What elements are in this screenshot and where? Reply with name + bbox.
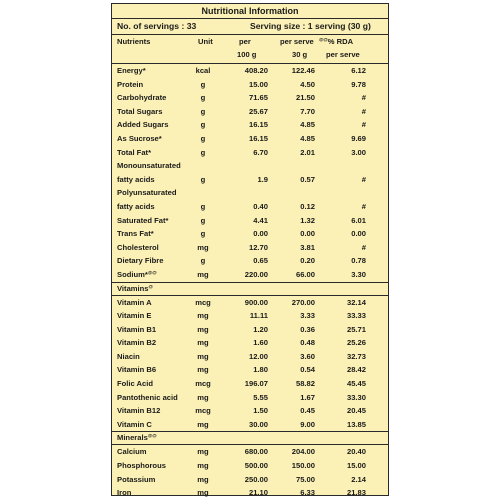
nutrient-row	[112, 105, 388, 119]
nutrient-unit: mcg	[195, 406, 211, 416]
value-per-100g: 250.00	[244, 474, 268, 484]
nutrient-name: Vitamin A	[117, 297, 152, 307]
rda-label: % RDA	[327, 37, 354, 46]
nutrient-row	[112, 214, 388, 228]
nutrient-unit: mg	[197, 242, 209, 252]
nutrient-row	[112, 64, 388, 78]
rda-per-serve: 13.85	[346, 419, 366, 429]
nutrient-unit: g	[200, 256, 206, 266]
nutrient-row	[112, 445, 388, 459]
value-per-100g: 1.60	[253, 338, 268, 348]
nutrient-row	[112, 309, 388, 323]
header-rda-line2: per serve	[326, 50, 360, 59]
rda-per-serve: 25.26	[346, 338, 366, 348]
value-per-serve: 21.50	[295, 93, 315, 103]
rda-per-serve: 9.78	[351, 79, 366, 89]
value-per-100g: 1.9	[257, 174, 268, 184]
nutrient-name: Trans Fat*	[117, 229, 154, 239]
rda-per-serve: 20.45	[346, 406, 366, 416]
value-per-100g: 900.00	[244, 297, 268, 307]
rda-per-serve: 9.69	[351, 133, 366, 143]
rda-per-serve: 21.83	[346, 488, 366, 498]
nutrient-name: fatty acids	[117, 174, 155, 184]
nutrient-row	[112, 78, 388, 92]
nutrient-name: Pantothenic acid	[117, 392, 178, 402]
nutrient-name: Energy*	[117, 66, 146, 75]
value-per-serve: 122.46	[291, 66, 315, 75]
nutrient-unit: g	[200, 120, 206, 130]
rda-per-serve: 45.45	[346, 379, 366, 389]
nutrient-row	[112, 173, 388, 187]
value-per-serve: 9.00	[300, 419, 315, 429]
value-per-100g: 0.65	[253, 256, 268, 266]
nutrient-row	[112, 118, 388, 132]
rda-per-serve: 32.73	[346, 351, 366, 361]
nutrient-name: Monounsaturated	[117, 161, 181, 171]
value-per-serve: 150.00	[291, 461, 315, 471]
value-per-serve: 0.45	[300, 406, 315, 416]
vitamins-title: Vitamins	[117, 283, 149, 293]
header-per100-line2: 100 g	[237, 50, 257, 59]
value-per-serve: 3.81	[300, 242, 315, 252]
nutrient-row	[112, 91, 388, 105]
nutrient-name: Total Sugars	[117, 106, 163, 116]
value-per-serve: 66.00	[295, 269, 315, 279]
nutrient-name: As Sucrose*	[117, 133, 162, 143]
value-per-100g: 16.15	[248, 120, 268, 130]
header-nutrients: Nutrients	[117, 37, 151, 46]
minerals-title: Minerals	[117, 433, 148, 443]
value-per-serve: 58.82	[295, 379, 315, 389]
nutrient-row	[112, 377, 388, 391]
nutrient-row	[112, 486, 388, 500]
nutrient-name: Vitamin C	[117, 419, 152, 429]
nutrient-name: Calcium	[117, 447, 147, 457]
value-per-100g: 30.00	[248, 419, 268, 429]
nutrient-name: Vitamin B6	[117, 365, 157, 375]
rda-per-serve: 2.14	[351, 474, 366, 484]
minerals-header	[112, 431, 388, 445]
value-per-100g: 1.80	[253, 365, 268, 375]
nutrient-row	[112, 159, 388, 173]
nutrient-row	[112, 459, 388, 473]
value-per-serve: 4.85	[300, 133, 315, 143]
nutrient-unit: mg	[197, 269, 209, 279]
value-per-serve: 1.32	[300, 215, 315, 225]
column-header	[112, 35, 388, 64]
value-per-100g: 1.50	[253, 406, 268, 416]
nutrient-unit: g	[200, 215, 206, 225]
vitamins-section	[112, 296, 388, 432]
rda-per-serve: 3.00	[351, 147, 366, 157]
nutrient-name: Polyunsaturated	[117, 188, 177, 198]
value-per-100g: 6.70	[253, 147, 268, 157]
value-per-serve: 1.67	[300, 392, 315, 402]
value-per-serve: 0.54	[300, 365, 315, 375]
rda-per-serve: #	[361, 242, 366, 252]
nutrient-unit: mcg	[195, 297, 211, 307]
value-per-serve: 0.36	[300, 324, 315, 334]
value-per-serve: 0.12	[300, 201, 315, 211]
rda-per-serve: 20.40	[346, 447, 366, 457]
nutrient-name: Dietary Fibre	[117, 256, 164, 266]
nutrient-row	[112, 363, 388, 377]
nutrient-row	[112, 186, 388, 200]
value-per-100g: 4.41	[253, 215, 268, 225]
value-per-100g: 1.20	[253, 324, 268, 334]
nutrient-row	[112, 132, 388, 146]
nutrient-unit: mg	[197, 474, 209, 484]
nutrient-unit: mg	[197, 311, 209, 321]
nutrient-unit: mcg	[195, 379, 211, 389]
rda-per-serve: 33.33	[346, 311, 366, 321]
value-per-serve: 3.33	[300, 311, 315, 321]
value-per-serve: 7.70	[300, 106, 315, 116]
value-per-100g: 408.20	[244, 66, 268, 75]
servings-count: No. of servings : 33	[117, 21, 197, 31]
value-per-100g: 196.07	[244, 379, 268, 389]
nutrient-name: Niacin	[117, 351, 140, 361]
label-title: Nutritional Information	[112, 4, 388, 19]
nutrient-unit: mg	[197, 351, 209, 361]
rda-per-serve: #	[361, 174, 366, 184]
nutrient-unit: mg	[197, 324, 209, 334]
nutrient-name: Vitamin B12	[117, 406, 161, 416]
nutrient-name: Protein	[117, 79, 144, 89]
rda-per-serve: 33.30	[346, 392, 366, 402]
rda-per-serve: #	[361, 201, 366, 211]
nutrient-row	[112, 200, 388, 214]
nutrient-unit: g	[200, 201, 206, 211]
rda-per-serve: 25.71	[346, 324, 366, 334]
value-per-100g: 5.55	[253, 392, 268, 402]
value-per-serve: 0.00	[300, 229, 315, 239]
vitamins-header	[112, 282, 388, 296]
rda-per-serve: 0.00	[351, 229, 366, 239]
value-per-100g: 16.15	[248, 133, 268, 143]
header-rda-line1	[319, 37, 353, 46]
nutrient-row	[112, 336, 388, 350]
vitamins-superscript: @	[148, 283, 153, 289]
nutrient-name: Vitamin B1	[117, 324, 157, 334]
nutrient-name: Sodium*@@	[117, 269, 157, 279]
value-per-100g: 12.00	[248, 351, 268, 361]
rda-superscript: @@	[319, 37, 328, 42]
value-per-serve: 0.48	[300, 338, 315, 348]
value-per-100g: 0.40	[253, 201, 268, 211]
nutrients-section	[112, 64, 388, 282]
value-per-serve: 204.00	[291, 447, 315, 457]
rda-per-serve: 6.12	[351, 66, 366, 75]
rda-per-serve: #	[361, 93, 366, 103]
nutrient-superscript: @@	[147, 269, 157, 275]
nutrient-unit: g	[200, 106, 206, 116]
minerals-section	[112, 445, 388, 499]
nutrient-unit: g	[200, 174, 206, 184]
nutrient-name: Carbohydrate	[117, 93, 167, 103]
value-per-serve: 4.50	[300, 79, 315, 89]
nutrient-unit: mg	[197, 447, 209, 457]
nutrition-label	[111, 3, 389, 496]
rda-per-serve: #	[361, 106, 366, 116]
nutrient-name: Iron	[117, 488, 132, 498]
value-per-100g: 0.00	[253, 229, 268, 239]
header-unit: Unit	[198, 37, 213, 46]
nutrient-row	[112, 227, 388, 241]
nutrient-row	[112, 404, 388, 418]
nutrient-name: Saturated Fat*	[117, 215, 169, 225]
nutrient-row	[112, 296, 388, 310]
minerals-superscript: @@	[147, 433, 157, 439]
nutrient-unit: kcal	[195, 66, 211, 75]
nutrient-unit: g	[200, 147, 206, 157]
value-per-serve: 3.60	[300, 351, 315, 361]
nutrient-name: Vitamin E	[117, 311, 152, 321]
nutrient-row	[112, 254, 388, 268]
nutrient-unit: mg	[197, 365, 209, 375]
rda-per-serve: 15.00	[346, 461, 366, 471]
value-per-100g: 21.10	[248, 488, 268, 498]
nutrient-name: Added Sugars	[117, 120, 169, 130]
nutrient-unit: mg	[197, 419, 209, 429]
nutrient-name: Vitamin B2	[117, 338, 157, 348]
value-per-serve: 75.00	[295, 474, 315, 484]
nutrient-name: Cholesterol	[117, 242, 159, 252]
nutrient-row	[112, 268, 388, 282]
nutrient-unit: mg	[197, 338, 209, 348]
value-per-100g: 220.00	[244, 269, 268, 279]
value-per-100g: 500.00	[244, 461, 268, 471]
nutrient-row	[112, 146, 388, 160]
value-per-serve: 6.33	[300, 488, 315, 498]
value-per-100g: 15.00	[248, 79, 268, 89]
value-per-100g: 12.70	[248, 242, 268, 252]
value-per-100g: 11.11	[249, 311, 268, 321]
nutrient-row	[112, 350, 388, 364]
nutrient-unit: g	[200, 133, 206, 143]
nutrient-row	[112, 391, 388, 405]
nutrient-unit: mg	[197, 392, 209, 402]
rda-per-serve: 32.14	[346, 297, 366, 307]
nutrient-row	[112, 418, 388, 432]
value-per-serve: 0.57	[300, 174, 315, 184]
nutrient-name: Total Fat*	[117, 147, 152, 157]
rda-per-serve: #	[361, 120, 366, 130]
serving-size: Serving size : 1 serving (30 g)	[250, 21, 371, 31]
header-serve-line1: per serve	[280, 37, 314, 46]
rda-per-serve: 0.78	[351, 256, 366, 266]
nutrient-row	[112, 241, 388, 255]
nutrient-unit: mg	[197, 488, 209, 498]
servings-row	[112, 19, 388, 35]
rda-per-serve: 6.01	[351, 215, 366, 225]
nutrient-unit: g	[200, 79, 206, 89]
value-per-serve: 0.20	[300, 256, 315, 266]
value-per-100g: 71.65	[248, 93, 268, 103]
value-per-serve: 4.85	[300, 120, 315, 130]
value-per-serve: 2.01	[300, 147, 315, 157]
rda-per-serve: 28.42	[346, 365, 366, 375]
value-per-100g: 680.00	[244, 447, 268, 457]
nutrient-row	[112, 323, 388, 337]
nutrient-name: fatty acids	[117, 201, 155, 211]
value-per-serve: 270.00	[291, 297, 315, 307]
nutrient-unit: g	[200, 93, 206, 103]
nutrient-row	[112, 473, 388, 487]
header-serve-line2: 30 g	[292, 50, 308, 59]
header-per100-line1: per	[239, 37, 251, 46]
nutrient-unit: g	[200, 229, 206, 239]
nutrient-name: Folic Acid	[117, 379, 154, 389]
nutrient-unit: mg	[197, 461, 209, 471]
value-per-100g: 25.67	[248, 106, 268, 116]
rda-per-serve: 3.30	[351, 269, 366, 279]
nutrient-name: Potassium	[117, 474, 156, 484]
nutrient-name: Phosphorous	[117, 461, 166, 471]
